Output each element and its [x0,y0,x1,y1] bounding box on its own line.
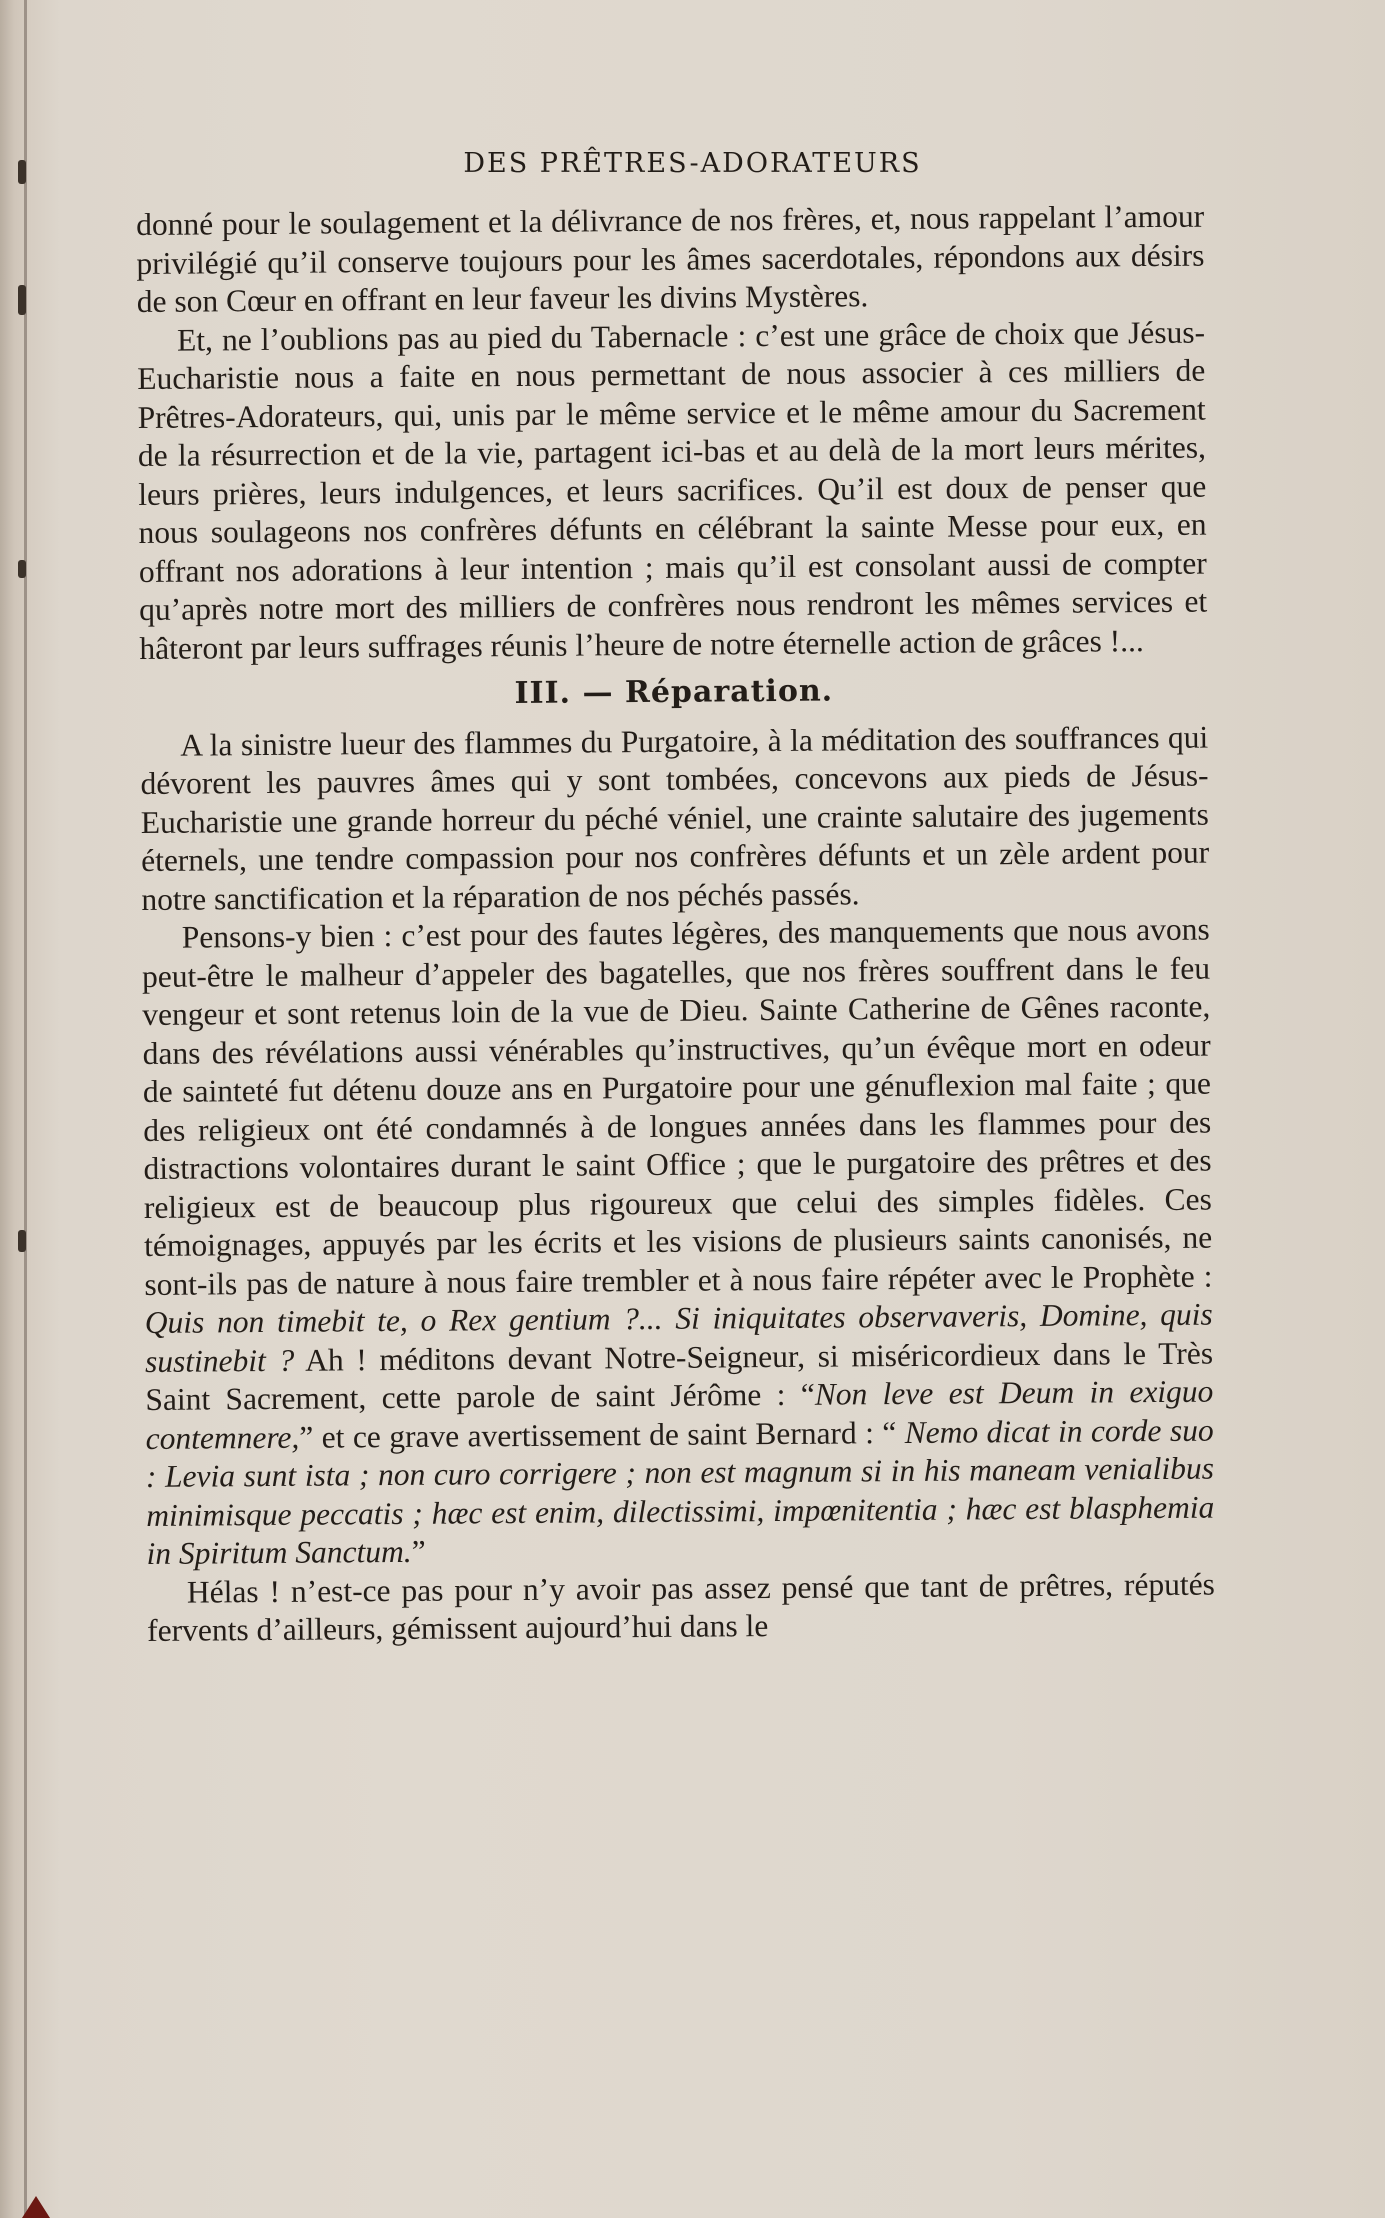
latin-quotation: Non leve est Deum in exiguo contemnere, [145,1373,1214,1456]
paragraph [140,718,1209,919]
paragraphs-after [140,718,1215,1650]
body-text [136,198,1215,1651]
paragraph-text: ” [411,1533,426,1569]
paragraph [137,313,1208,668]
paragraph-text: ” et ce grave avertissement de saint Bernard : “ [299,1414,905,1455]
section-heading: III. — Réparation. [514,673,834,712]
paragraph-text: Hélas ! n’est-ce pas pour n’y avoir pas assez pensé que tant de prêtres, réputés fervents d’ailleurs, gémissent aujourd’hui dans le [147,1566,1215,1648]
binding-mark [18,285,26,315]
paragraph [142,911,1215,1574]
paragraph [136,198,1205,322]
paragraphs-before [136,198,1208,668]
paragraph-text: donné pour le soulagement et la délivrance de nos frères, et, nous rappelant l’amour privilégié qu’il conserve toujours pour les âmes sacerdotales, répondons aux désirs de son Cœur en offrant en leur faveur les divins Mystères. [136,198,1205,319]
page-corner-mark [22,2196,50,2218]
paragraph-text: Pensons-y bien : c’est pour des fautes légères, des manquements que nous avons peut-être le malheur d’appeler des bagatelles, que nos frères souffrent dans le feu vengeur et sont retenus loin de la vue de Dieu. Sainte Catherine de Gênes raconte, dans des révélations aussi vénérables qu’instructives, qu’un évêque mort en odeur de sainteté fut détenu douze ans en Purgatoire pour une génuflexion mal faite ; que des religieux ont été condamnés à de longues années dans les flammes pour des distractions volontaires durant le saint Office ; que le purgatoire des prêtres et des religieux est de beaucoup plus rigoureux que celui des simples fidèles. Ces témoignages, appuyés par les écrits et les visions de plusieurs saints canonisés, ne sont-ils pas de nature à nous faire trembler et à nous faire répéter avec le Prophète : [141,911,1213,1302]
paragraph [147,1565,1216,1650]
latin-quotation: Quis non timebit te, o Rex gentium ?... Si iniquitates observaveris, Domine, quis sustinebit ? [144,1296,1213,1379]
paragraph-text: Et, ne l’oublions pas au pied du Tabernacle : c’est une grâce de choix que Jésus-Eucharistie nous a faite en nous permettant de nous associer à ces milliers de Prêtres-Adorateurs, qui, unis par le même service et le même amour du Sacrement de la résurrection et de la vie, partagent ici-bas et au delà de la mort leurs mérites, leurs prières, leurs indulgences, et leurs sacrifices. Qu’il est doux de penser que nous soulageons nos confrères défunts en célébrant la sainte Messe pour eux, en offrant nos adorations à leur intention ; mais qu’il est consolant aussi de compter qu’après notre mort des milliers de confrères nous rendront les mêmes services et hâteront par leurs suffrages réunis l’heure de notre éternelle action de grâces !... [137,314,1208,666]
paragraph-text: Ah ! méditons devant Notre-Seigneur, si miséricordieux dans le Très Saint Sacrement, cette parole de saint Jérôme : “ [145,1335,1214,1417]
binding-mark [18,1230,26,1252]
page-binding-edge [0,0,32,2218]
latin-quotation: Nemo dicat in corde suo : Levia sunt ista ; non curo corrigere ; non est magnum si in his maneam venialibus minimisque peccatis ; hæc est enim, dilectissimi, impœnitentia ; hæc est blasphemia in Spiritum Sanctum. [145,1412,1215,1571]
running-head: DES PRÊTRES-ADORATEURS [463,148,922,179]
binding-mark [18,560,26,578]
binding-line [24,0,27,2218]
paragraph-text: A la sinistre lueur des flammes du Purgatoire, à la méditation des souffrances qui dévorent les pauvres âmes qui y sont tombées, concevons aux pieds de Jésus-Eucharistie une grande horreur du péché véniel, une crainte salutaire des jugements éternels, une tendre compassion pour nos confrères défunts et un zèle ardent pour notre sanctification et la réparation de nos péchés passés. [140,719,1210,917]
